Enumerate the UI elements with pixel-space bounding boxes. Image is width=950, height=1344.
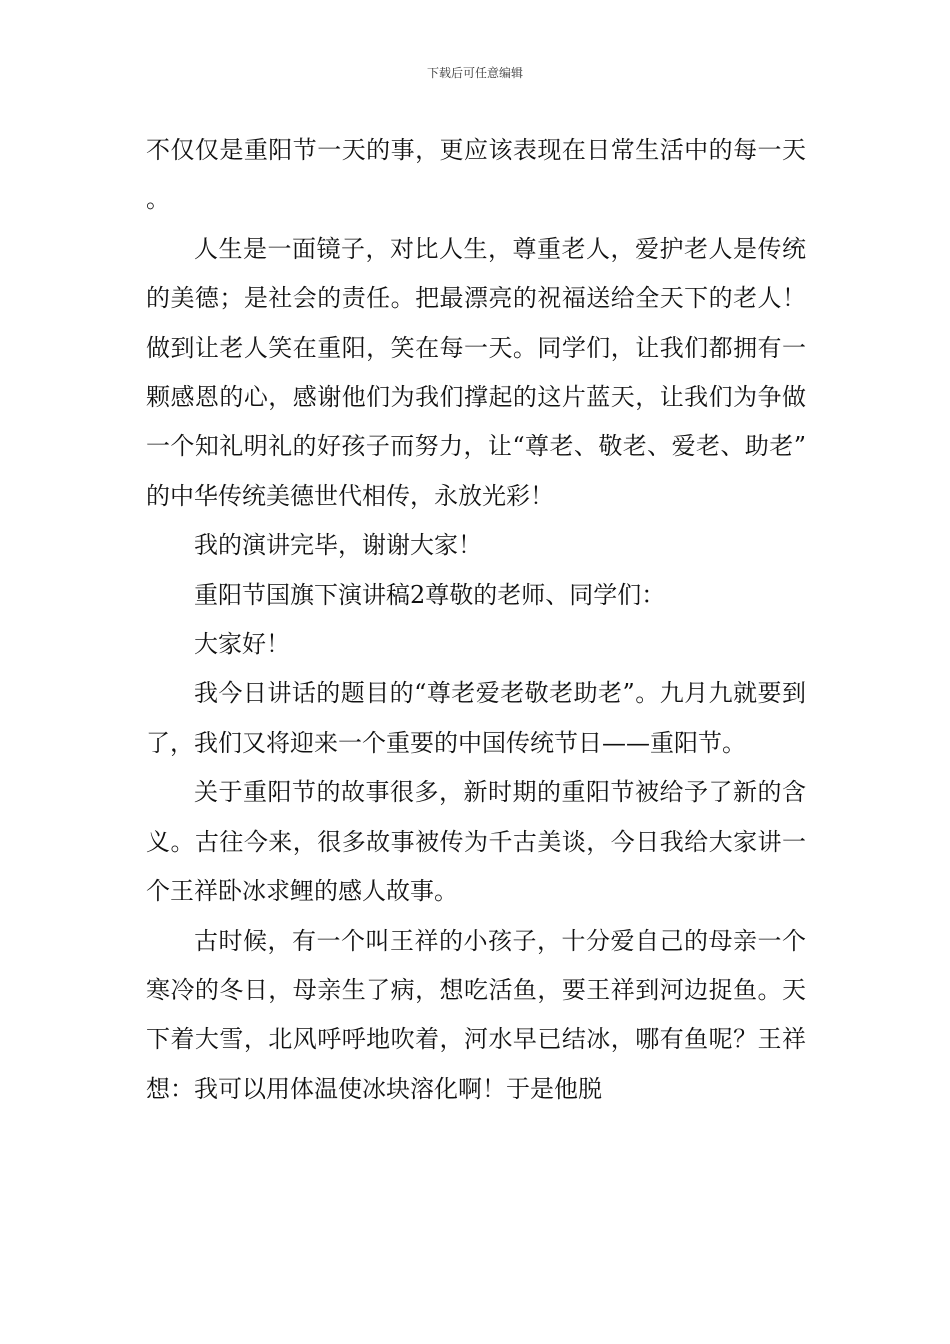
paragraph: 我的演讲完毕，谢谢大家！ <box>194 531 482 560</box>
paragraph: 我今日讲话的题目的“尊老爱老敬老助老”。九月九就要到了，我们又将迎来一个重要的中国传统节日——重阳节。 <box>146 679 806 757</box>
paragraph: 不仅仅是重阳节一天的事，更应该表现在日常生活中的每一天。 <box>146 136 806 214</box>
paragraph: 人生是一面镜子，对比人生，尊重老人，爱护老人是传统的美德；是社会的责任。把最漂亮的祝福送给全天下的老人！做到让老人笑在重阳，笑在每一天。同学们，让我们都拥有一颗感恩的心，感谢他们为我们撑起的这片蓝天，让我们为争做一个知礼明礼的好孩子而努力，让“尊老、敬老、爱老、助老”的中华传统美德世代相传，永放光彩！ <box>146 234 806 510</box>
paragraph: 关于重阳节的故事很多，新时期的重阳节被给予了新的含义。古往今来，很多故事被传为千古美谈，今日我给大家讲一个王祥卧冰求鲤的感人故事。 <box>146 778 806 906</box>
paragraph: 大家好！ <box>194 630 290 659</box>
page-header: 下载后可任意编辑 <box>426 66 523 80</box>
document-body <box>146 126 806 1114</box>
paragraph: 重阳节国旗下演讲稿2尊敬的老师、同学们： <box>194 580 666 609</box>
paragraph: 古时候，有一个叫王祥的小孩子，十分爱自己的母亲一个寒冷的冬日，母亲生了病，想吃活鱼，要王祥到河边捉鱼。天下着大雪，北风呼呼地吹着，河水早已结冰，哪有鱼呢？王祥想：我可以用体温使冰块溶化啊！于是他脱 <box>146 926 806 1103</box>
